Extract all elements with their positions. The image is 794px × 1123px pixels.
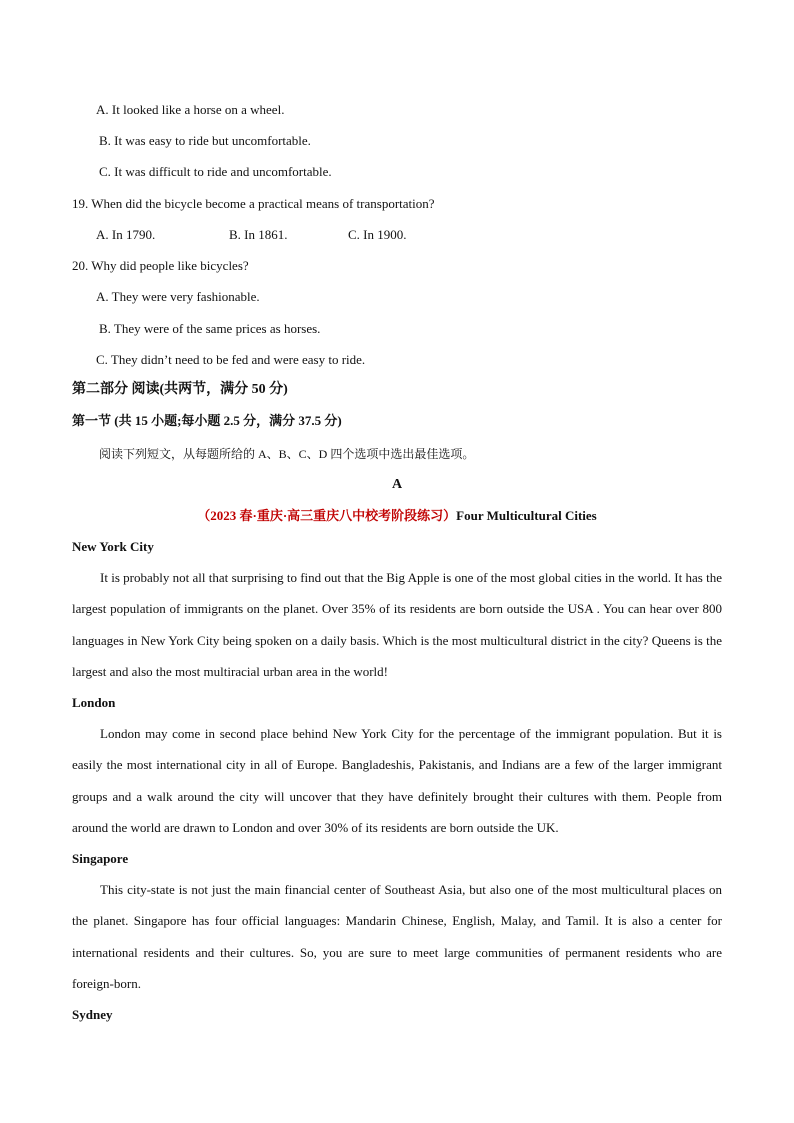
part2-heading: 第二部分 阅读(共两节，满分 50 分) [72,382,288,397]
paragraph-singapore [72,874,722,1000]
city-heading-sydney: Sydney [72,1007,113,1022]
q18-option-b: B. It was easy to ride but uncomfortable. [99,133,311,148]
passage-source: （2023 春·重庆·高三重庆八中校考阶段练习） [197,508,457,523]
passage-title: Four Multicultural Cities [456,508,597,523]
section1-heading: 第一节 (共 15 小题;每小题 2.5 分，满分 37.5 分) [72,413,342,428]
paragraph-new-york [72,562,722,688]
paragraph-singapore-text: This city-state is not just the main financial center of Southeast Asia, but also one of the most multicultural places on the planet. Singapore has four official languages: Mandarin Chinese, English, Malay, and Tamil. It is also a center for international residents and their cultures. So, you are sure to meet large communities of permanent residents who are foreign-born. [72,882,722,992]
passage-letter: A [391,477,403,492]
paragraph-london-text: London may come in second place behind New York City for the percentage of the immigrant population. But it is easily the most international city in all of Europe. Bangladeshis, Pakistanis, and Indians are a few of the larger immigrant groups and a walk around the city will uncover that they have definitely brought their cultures with them. People from around the world are drawn to London and over 30% of its residents are born outside the UK. [72,726,722,836]
paragraph-london [72,718,722,844]
instruction-text: 阅读下列短文，从每题所给的 A、B、C、D 四个选项中选出最佳选项。 [99,447,475,461]
q19-option-c: C. In 1900. [348,227,407,242]
q19-option-b: B. In 1861. [229,227,288,242]
city-heading-singapore: Singapore [72,851,129,866]
passage-title-line [0,508,794,524]
q19-option-a: A. In 1790. [96,227,156,242]
q20-option-a: A. They were very fashionable. [96,289,260,304]
city-heading-london: London [72,695,116,710]
city-heading-new-york: New York City [72,539,154,554]
q20-option-c: C. They didn’t need to be fed and were easy to ride. [96,352,366,367]
q18-option-a: A. It looked like a horse on a wheel. [96,102,285,117]
q19-stem: 19. When did the bicycle become a practical means of transportation? [72,196,435,211]
q18-option-c: C. It was difficult to ride and uncomfortable. [99,164,332,179]
paragraph-new-york-text: It is probably not all that surprising to find out that the Big Apple is one of the most global cities in the world. It has the largest population of immigrants on the planet. Over 35% of its residents are born outside the USA . You can hear over 800 languages in New York City being spoken on a daily basis. Which is the most multicultural district in the city? Queens is the largest and also the most multiracial urban area in the world! [72,570,722,680]
q20-option-b: B. They were of the same prices as horses. [99,321,321,336]
q20-stem: 20. Why did people like bicycles? [72,258,249,273]
